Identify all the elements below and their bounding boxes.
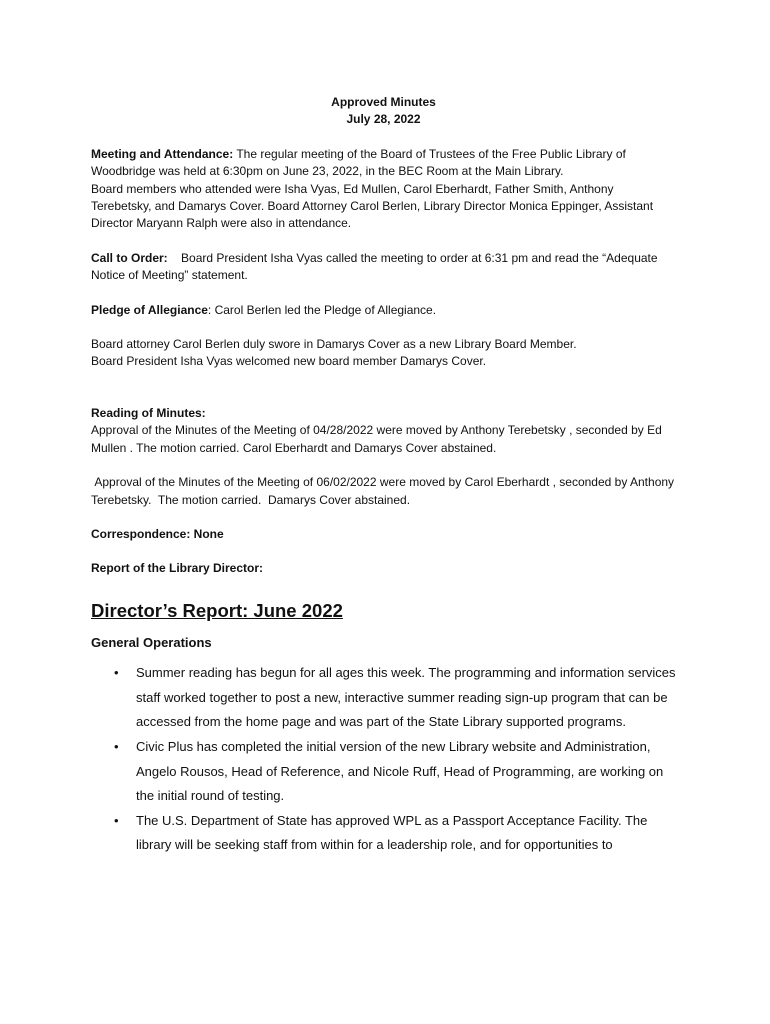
- pledge-text: : Carol Berlen led the Pledge of Allegiance.: [207, 302, 437, 317]
- director-report-intro: [91, 560, 676, 577]
- correspondence-line: [91, 526, 676, 543]
- list-item-text: Civic Plus has completed the initial version of the new Library website and Administration, Angelo Rousos, Head of Reference, and Nicole Ruff, Head of Programming, are working on the initial round of testing.: [136, 738, 664, 804]
- minutes-approval-2: Approval of the Minutes of the Meeting of 06/02/2022 were moved by Carol Eberhardt , seconded by Anthony Terebetsky. The motion carried. Damarys Cover abstained.: [91, 475, 678, 507]
- minutes-approval-1: Approval of the Minutes of the Meeting of 04/28/2022 were moved by Anthony Terebetsky , seconded by Ed Mullen . The motion carried. Carol Eberhardt and Damarys Cover abstained.: [91, 423, 662, 455]
- pledge-paragraph: [91, 302, 676, 319]
- call-to-order-paragraph: [91, 250, 676, 285]
- bullet-icon: •: [114, 812, 119, 828]
- swearing-in-line: Board attorney Carol Berlen duly swore in Damarys Cover as a new Library Board Member.: [91, 337, 577, 352]
- director-report-label: Report of the Library Director:: [91, 561, 264, 576]
- attendance-text: The regular meeting of the Board of Trustees of the Free Public Library of Woodbridge was held at 6:30pm on June 23, 2022, in the BEC Room at the Main Library.: [91, 146, 626, 179]
- call-to-order-label: Call to Order:: [91, 250, 168, 265]
- pledge-label: Pledge of Allegiance: [91, 302, 208, 317]
- reading-of-minutes-label: Reading of Minutes:: [91, 405, 206, 420]
- director-report-title: Director’s Report: June 2022: [91, 599, 343, 621]
- list-item: [114, 735, 676, 809]
- attendance-label: Meeting and Attendance:: [91, 146, 234, 161]
- reading-of-minutes-paragraph: [91, 405, 676, 457]
- call-to-order-text: Board President Isha Vyas called the meeting to order at 6:31 pm and read the “Adequate Notice of Meeting” statement.: [91, 250, 661, 283]
- general-operations-heading: General Operations: [91, 634, 212, 650]
- list-item: [114, 661, 676, 735]
- document-date: July 28, 2022: [346, 112, 421, 127]
- general-operations-list: [91, 661, 676, 858]
- correspondence-label: Correspondence: None: [91, 526, 224, 541]
- attendance-paragraph: [91, 146, 676, 233]
- swearing-in-paragraph: [91, 336, 676, 371]
- welcome-line: Board President Isha Vyas welcomed new board member Damarys Cover.: [91, 354, 487, 369]
- bullet-icon: •: [114, 738, 119, 754]
- list-item: [114, 809, 676, 858]
- minutes-body: [91, 94, 676, 858]
- bullet-icon: •: [114, 665, 119, 681]
- list-item-text: Summer reading has begun for all ages this week. The programming and information services staff worked together to post a new, interactive summer reading sign-up program that can be accessed from the home page and was part of the State Library supported programs.: [136, 665, 676, 730]
- document-title: Approved Minutes: [331, 95, 436, 109]
- list-item-text: The U.S. Department of State has approved WPL as a Passport Acceptance Facility. The library will be seeking staff from within for a leadership role, and for opportunities to: [136, 812, 648, 853]
- attendance-members-text: Board members who attended were Isha Vyas, Ed Mullen, Carol Eberhardt, Father Smith, Anthony Terebetsky, and Damarys Cover. Board Attorney Carol Berlen, Library Director Monica Eppinger, Assistant Director Maryann Ralph were also in attendance.: [91, 181, 654, 231]
